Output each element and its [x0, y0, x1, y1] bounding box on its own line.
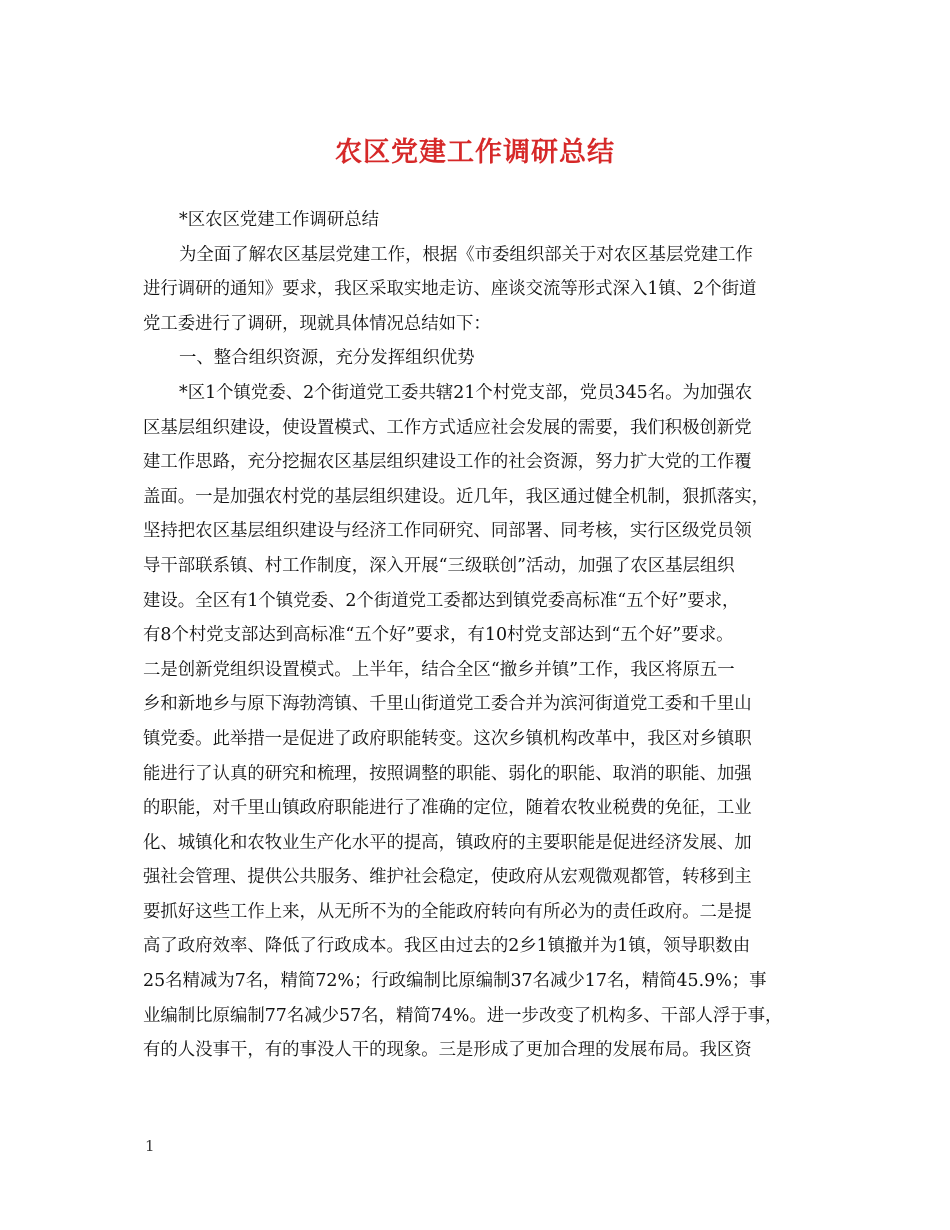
body-line: 化、城镇化和农牧业生产化水平的提高，镇政府的主要职能是促进经济发展、加: [143, 832, 752, 853]
body-line: 高了政府效率、降低了行政成本。我区由过去的2乡1镇撤并为1镇，领导职数由: [143, 936, 751, 957]
body-line: 为全面了解农区基层党建工作，根据《市委组织部关于对农区基层党建工作: [179, 244, 753, 265]
body-line: 坚持把农区基层组织建设与经济工作同研究、同部署、同考核，实行区级党员领: [143, 521, 752, 542]
body-line: 镇党委。此举措一是促进了政府职能转变。这次乡镇机构改革中，我区对乡镇职: [143, 728, 752, 749]
body-line: 二是创新党组织设置模式。上半年，结合全区“撤乡并镇”工作，我区将原五一: [143, 659, 735, 680]
body-line: 强社会管理、提供公共服务、维护社会稳定，使政府从宏观微观都管，转移到主: [143, 867, 752, 888]
body-line: 区基层组织建设，使设置模式、工作方式适应社会发展的需要，我们积极创新党: [143, 417, 752, 438]
body-line: 一、整合组织资源，充分发挥组织优势: [179, 348, 475, 369]
body-line: *区1个镇党委、2个街道党工委共辖21个村党支部，党员345名。为加强农: [179, 382, 753, 403]
body-line: 业编制比原编制77名减少57名，精简74%。进一步改变了机构多、干部人浮于事，: [143, 1005, 783, 1026]
body-line: 能进行了认真的研究和梳理，按照调整的职能、弱化的职能、取消的职能、加强: [143, 763, 752, 784]
body-line: *区农区党建工作调研总结: [179, 210, 379, 230]
document-title: 农区党建工作调研总结: [335, 137, 615, 168]
body-line: 25名精减为7名，精简72%；行政编制比原编制37名减少17名，精简45.9%；事: [143, 971, 767, 992]
body-line: 要抓好这些工作上来，从无所不为的全能政府转向有所必为的责任政府。二是提: [143, 901, 752, 922]
body-line: 有8个村党支部达到高标准“五个好”要求，有10村党支部达到“五个好”要求。: [143, 625, 734, 646]
body-line: 乡和新地乡与原下海勃湾镇、千里山街道党工委合并为滨河街道党工委和千里山: [143, 694, 752, 715]
body-line: 导干部联系镇、村工作制度，深入开展“三级联创”活动，加强了农区基层组织: [143, 555, 735, 576]
body-line: 盖面。一是加强农村党的基层组织建设。近几年，我区通过健全机制，狠抓落实，: [143, 486, 770, 507]
body-line: 的职能，对千里山镇政府职能进行了准确的定位，随着农牧业税费的免征，工业: [143, 798, 752, 819]
body-line: 建工作思路，充分挖掘农区基层组织建设工作的社会资源，努力扩大党的工作覆: [143, 452, 752, 473]
page-number: 1: [145, 1137, 155, 1155]
body-line: 有的人没事干，有的事没人干的现象。三是形成了更加合理的发展布局。我区资: [143, 1040, 752, 1061]
body-line: 进行调研的通知》要求，我区采取实地走访、座谈交流等形式深入1镇、2个街道: [143, 279, 757, 300]
document-body: [143, 203, 811, 1068]
body-line: 建设。全区有1个镇党委、2个街道党工委都达到镇党委高标准“五个好”要求，: [143, 590, 740, 611]
body-line: 党工委进行了调研，现就具体情况总结如下：: [143, 313, 491, 334]
